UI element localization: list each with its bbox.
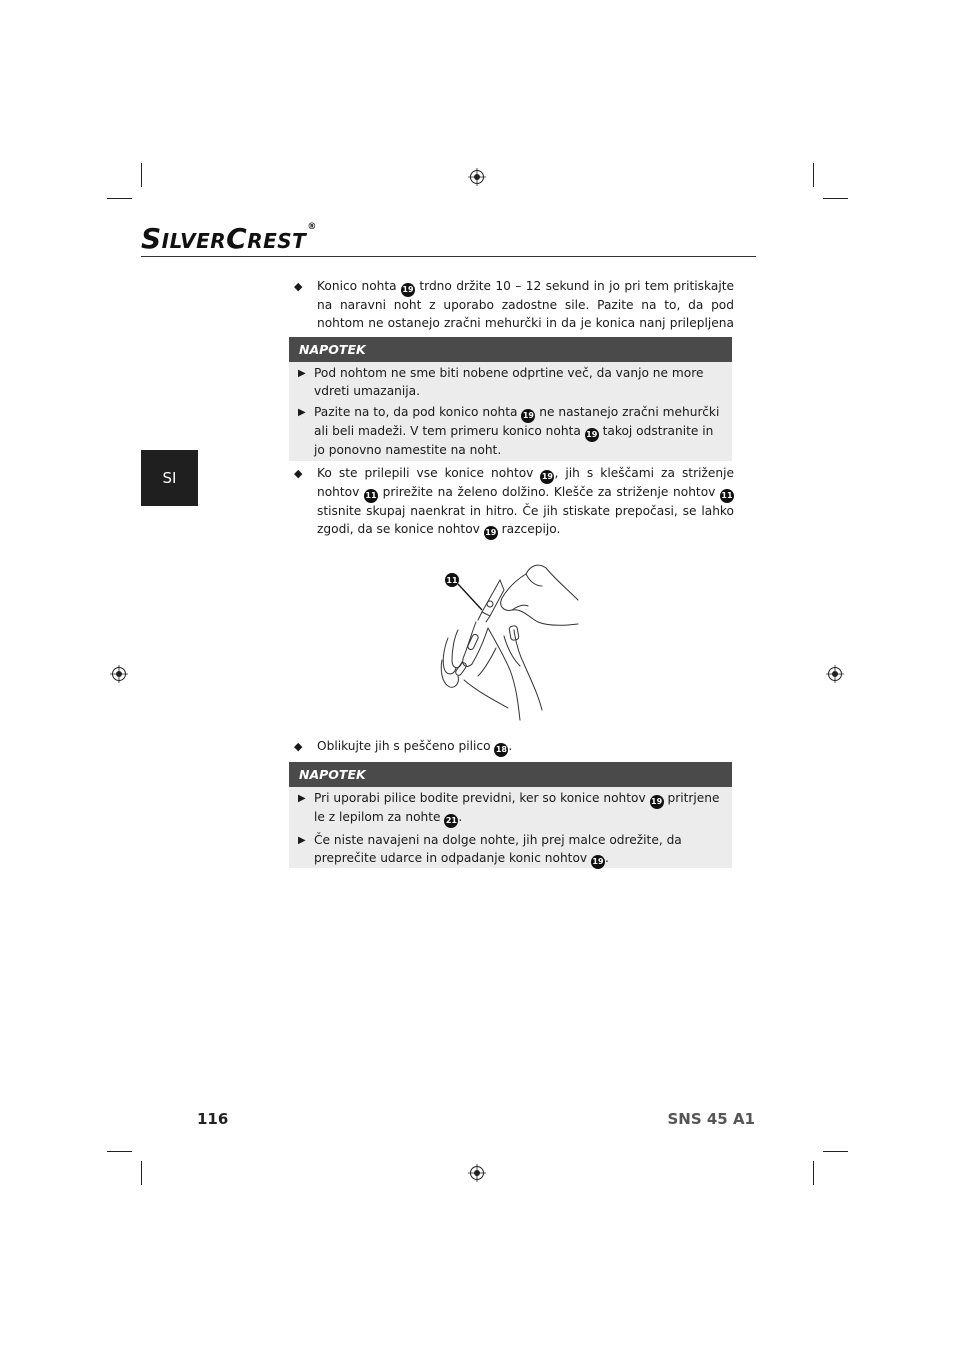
nail-clipping-illustration (438, 560, 588, 730)
registration-mark-icon (468, 1164, 486, 1182)
note-box (289, 337, 732, 461)
brand-logo: SILVERCREST® (141, 222, 317, 255)
triangle-bullet-icon: ▶ (298, 793, 306, 804)
diamond-bullet-icon: ◆ (294, 280, 303, 293)
reference-number: 19 (591, 855, 605, 869)
note-item: ▶ Pri uporabi pilice bodite previdni, ker so konice nohtov 19 pritrjene le z lepilom za nohte 21. (289, 790, 732, 828)
instruction-bullet: ◆ Oblikujte jih s peščeno pilico 18. (294, 738, 734, 757)
note-heading: NAPOTEK (289, 337, 732, 362)
registration-mark-icon (110, 665, 128, 683)
triangle-bullet-icon: ▶ (298, 835, 306, 846)
reference-number: 19 (401, 283, 415, 297)
crop-mark (823, 198, 848, 199)
header-rule (141, 256, 756, 257)
note-item: ▶ Pazite na to, da pod konico nohta 19 ne nastanejo zračni mehurčki ali beli madeži. V tem primeru konico nohta 19 takoj odstranite in jo ponovno namestite na noht. (298, 405, 720, 458)
reference-number: 19 (540, 470, 554, 484)
instruction-bullet: ◆ Ko ste prilepili vse konice nohtov 19, jih s kleščami za striženje nohtov 11 prirežite na želeno dolžino. Klešče za striženje nohtov 11 stisnite skupaj naenkrat in hitro. Če jih stiskate prepočasi, se lahko zgodi, da se konice nohtov 19 razcepijo. (294, 465, 734, 540)
reference-number: 18 (494, 743, 508, 757)
reference-number: 19 (521, 409, 535, 423)
figure-label: 11 (446, 576, 458, 585)
crop-mark (141, 1161, 142, 1185)
crop-mark (813, 163, 814, 187)
diamond-bullet-icon: ◆ (294, 740, 303, 753)
registration-mark-icon (468, 168, 486, 186)
reference-number: 21 (444, 814, 458, 828)
reference-number: 11 (720, 489, 734, 503)
note-item: ▶ Če niste navajeni na dolge nohte, jih prej malce odrežite, da preprečite udarce in odpadanje konic nohtov 19. (289, 832, 732, 869)
note-item: ▶ Pod nohtom ne sme biti nobene odprtine več, da vanjo ne more vdreti umazanija. (298, 366, 704, 398)
crop-mark (141, 163, 142, 187)
crop-mark (823, 1151, 848, 1152)
crop-mark (107, 198, 132, 199)
note-heading: NAPOTEK (289, 762, 732, 787)
triangle-bullet-icon: ▶ (298, 407, 306, 419)
crop-mark (813, 1161, 814, 1185)
triangle-bullet-icon: ▶ (298, 368, 306, 379)
reference-number: 19 (585, 428, 599, 442)
page-number: 116 (197, 1110, 229, 1128)
model-number: SNS 45 A1 (667, 1110, 755, 1128)
crop-mark (107, 1151, 132, 1152)
diamond-bullet-icon: ◆ (294, 467, 303, 480)
language-tab: SI (141, 450, 198, 506)
reference-number: 19 (650, 795, 664, 809)
reference-number: 11 (364, 489, 378, 503)
registration-mark-icon (826, 665, 844, 683)
note-box (289, 762, 732, 868)
instruction-bullet: ◆ Konico nohta 19 trdno držite 10 – 12 sekund in jo pri tem pritiskajte na naravni noht z uporabo zadostne sile. Pazite na to, da pod nohtom ne ostanejo zračni mehurčki in da je konica nanj prilepljena (294, 279, 734, 330)
reference-number: 19 (484, 526, 498, 540)
